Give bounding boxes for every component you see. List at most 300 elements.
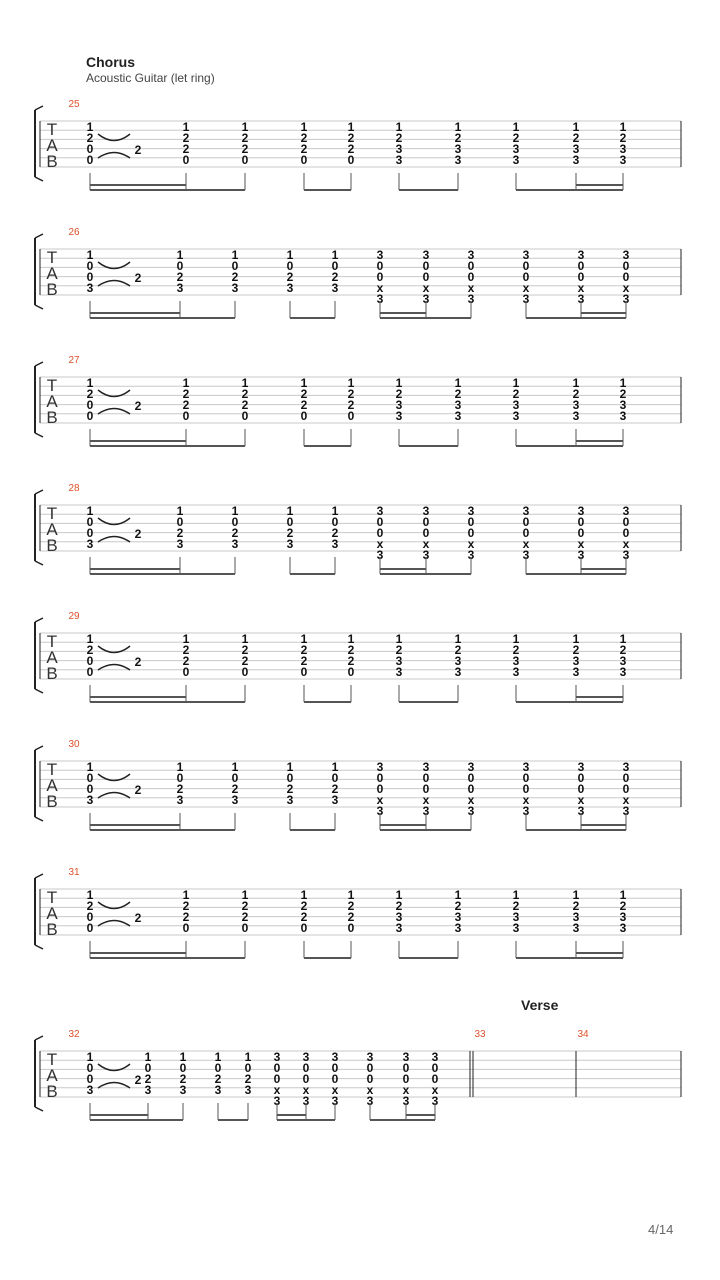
fret-number: 2: [86, 899, 94, 913]
fret-number: 2: [512, 643, 520, 657]
fret-number: 0: [376, 782, 384, 796]
fret-number: x: [522, 281, 530, 295]
fret-number: 2: [395, 387, 403, 401]
fret-number: 2: [454, 899, 462, 913]
fret-number: 3: [395, 654, 403, 668]
fret-number: 0: [86, 921, 94, 935]
fret-number: 1: [182, 376, 190, 390]
fret-number: 0: [179, 1061, 187, 1075]
fret-number: 0: [347, 665, 355, 679]
fret-number: 2: [144, 1072, 152, 1086]
fret-number: 0: [286, 515, 294, 529]
fret-number: x: [402, 1083, 410, 1097]
fret-number: 3: [179, 1083, 187, 1097]
slur-arc: [98, 921, 130, 927]
fret-number: 0: [622, 771, 630, 785]
fret-number: 1: [572, 632, 580, 646]
fret-number: 0: [86, 398, 94, 412]
fret-number: 3: [86, 537, 94, 551]
bracket-top: [35, 746, 43, 750]
fret-number: 0: [86, 665, 94, 679]
fret-number: 3: [622, 548, 630, 562]
fret-number: 1: [144, 1050, 152, 1064]
tab-clef-t: T: [46, 1050, 58, 1069]
fret-number: 0: [522, 515, 530, 529]
fret-number: 3: [454, 409, 462, 423]
fret-number: 0: [622, 526, 630, 540]
fret-number: 2: [241, 398, 249, 412]
fret-number: 1: [331, 248, 339, 262]
bracket-bottom: [35, 689, 43, 693]
fret-number: 0: [86, 771, 94, 785]
fret-number: 2: [395, 131, 403, 145]
instrument-label: Acoustic Guitar (let ring): [86, 71, 215, 85]
fret-number: 1: [331, 504, 339, 518]
fret-number: 2: [619, 643, 627, 657]
fret-number: 0: [422, 526, 430, 540]
slide-target-note: 2: [134, 143, 142, 157]
fret-number: x: [331, 1083, 339, 1097]
fret-number: 0: [522, 782, 530, 796]
bracket-top: [35, 106, 43, 110]
fret-number: x: [577, 281, 585, 295]
fret-number: 3: [376, 760, 384, 774]
fret-number: 2: [347, 910, 355, 924]
fret-number: x: [422, 537, 430, 551]
fret-number: 0: [86, 515, 94, 529]
fret-number: 2: [331, 782, 339, 796]
measure-number: 33: [474, 1029, 486, 1040]
bracket-top: [35, 234, 43, 238]
fret-number: 0: [522, 259, 530, 273]
fret-number: 1: [572, 888, 580, 902]
fret-number: 3: [422, 548, 430, 562]
fret-number: x: [302, 1083, 310, 1097]
measure-number: 27: [68, 355, 80, 366]
fret-number: 3: [454, 921, 462, 935]
fret-number: 0: [231, 515, 239, 529]
fret-number: x: [577, 793, 585, 807]
slur-arc: [98, 537, 130, 543]
fret-number: 0: [331, 771, 339, 785]
fret-number: 3: [86, 281, 94, 295]
fret-number: 3: [522, 760, 530, 774]
fret-number: 0: [176, 771, 184, 785]
fret-number: x: [622, 793, 630, 807]
fret-number: 3: [577, 760, 585, 774]
bracket-bottom: [35, 305, 43, 309]
fret-number: 2: [347, 654, 355, 668]
fret-number: 1: [182, 632, 190, 646]
fret-number: 0: [86, 654, 94, 668]
fret-number: 3: [422, 292, 430, 306]
fret-number: 3: [572, 910, 580, 924]
fret-number: 2: [300, 387, 308, 401]
fret-number: 2: [572, 899, 580, 913]
fret-number: 2: [286, 782, 294, 796]
slide-target-note: 2: [134, 271, 142, 285]
tab-clef-b: B: [46, 536, 58, 555]
fret-number: 3: [395, 910, 403, 924]
fret-number: 0: [622, 259, 630, 273]
fret-number: 3: [431, 1050, 439, 1064]
fret-number: 0: [86, 259, 94, 273]
tab-clef-t: T: [46, 248, 58, 267]
fret-number: 3: [577, 292, 585, 306]
tab-clef-b: B: [46, 280, 58, 299]
fret-number: 0: [366, 1061, 374, 1075]
fret-number: 0: [331, 1072, 339, 1086]
fret-number: 2: [176, 782, 184, 796]
fret-number: 1: [300, 632, 308, 646]
measure-number: 30: [68, 739, 80, 750]
fret-number: 3: [454, 142, 462, 156]
fret-number: 3: [395, 921, 403, 935]
fret-number: 2: [182, 654, 190, 668]
fret-number: 2: [300, 131, 308, 145]
fret-number: 1: [619, 376, 627, 390]
fret-number: 3: [376, 548, 384, 562]
fret-number: 3: [577, 248, 585, 262]
fret-number: 1: [244, 1050, 252, 1064]
fret-number: 2: [182, 910, 190, 924]
fret-number: 0: [302, 1072, 310, 1086]
fret-number: x: [467, 281, 475, 295]
fret-number: 0: [331, 259, 339, 273]
fret-number: 3: [395, 398, 403, 412]
fret-number: 3: [395, 409, 403, 423]
fret-number: 1: [454, 888, 462, 902]
fret-number: 0: [376, 259, 384, 273]
fret-number: 0: [86, 153, 94, 167]
slide-target-note: 2: [134, 783, 142, 797]
tab-clef-a: A: [46, 520, 58, 539]
fret-number: 2: [619, 131, 627, 145]
fret-number: 3: [512, 142, 520, 156]
fret-number: 3: [231, 537, 239, 551]
fret-number: 3: [454, 654, 462, 668]
fret-number: 2: [347, 387, 355, 401]
fret-number: x: [522, 537, 530, 551]
fret-number: x: [422, 281, 430, 295]
fret-number: 0: [144, 1061, 152, 1075]
fret-number: 3: [619, 409, 627, 423]
measure-number: 31: [68, 867, 80, 878]
fret-number: 0: [244, 1061, 252, 1075]
fret-number: 3: [467, 548, 475, 562]
fret-number: 1: [512, 632, 520, 646]
fret-number: 1: [214, 1050, 222, 1064]
fret-number: 3: [366, 1050, 374, 1064]
fret-number: 3: [619, 654, 627, 668]
fret-number: 1: [286, 504, 294, 518]
fret-number: x: [622, 281, 630, 295]
fret-number: 2: [182, 142, 190, 156]
slur-arc: [98, 1083, 130, 1089]
fret-number: 0: [331, 515, 339, 529]
fret-number: 1: [619, 120, 627, 134]
fret-number: 2: [512, 131, 520, 145]
fret-number: 3: [454, 398, 462, 412]
fret-number: 3: [467, 804, 475, 818]
fret-number: 0: [182, 921, 190, 935]
fret-number: 1: [300, 888, 308, 902]
bracket-bottom: [35, 561, 43, 565]
tab-clef-t: T: [46, 888, 58, 907]
fret-number: 3: [376, 504, 384, 518]
fret-number: 1: [182, 888, 190, 902]
fret-number: 0: [241, 665, 249, 679]
fret-number: 0: [402, 1072, 410, 1086]
fret-number: 0: [86, 409, 94, 423]
tab-clef-t: T: [46, 120, 58, 139]
fret-number: 0: [622, 270, 630, 284]
fret-number: 3: [286, 537, 294, 551]
fret-number: 3: [176, 281, 184, 295]
fret-number: 1: [300, 120, 308, 134]
fret-number: 1: [241, 888, 249, 902]
fret-number: 3: [331, 1050, 339, 1064]
fret-number: 0: [467, 270, 475, 284]
fret-number: 3: [512, 409, 520, 423]
fret-number: 0: [241, 921, 249, 935]
fret-number: x: [431, 1083, 439, 1097]
fret-number: 1: [572, 376, 580, 390]
fret-number: 3: [512, 398, 520, 412]
bracket-bottom: [35, 177, 43, 181]
fret-number: 1: [395, 376, 403, 390]
fret-number: 3: [512, 665, 520, 679]
fret-number: 3: [512, 153, 520, 167]
fret-number: 3: [522, 548, 530, 562]
fret-number: 2: [347, 899, 355, 913]
fret-number: 3: [577, 504, 585, 518]
fret-number: 2: [231, 526, 239, 540]
fret-number: 0: [522, 526, 530, 540]
fret-number: 0: [86, 142, 94, 156]
fret-number: 1: [347, 120, 355, 134]
fret-number: 3: [331, 1094, 339, 1108]
fret-number: 2: [214, 1072, 222, 1086]
fret-number: 2: [179, 1072, 187, 1086]
fret-number: 0: [214, 1061, 222, 1075]
fret-number: 2: [182, 643, 190, 657]
section-heading: Chorus: [86, 54, 135, 70]
fret-number: 2: [454, 131, 462, 145]
fret-number: 3: [467, 760, 475, 774]
fret-number: 2: [300, 899, 308, 913]
fret-number: 2: [619, 899, 627, 913]
fret-number: 3: [622, 760, 630, 774]
fret-number: 2: [231, 782, 239, 796]
fret-number: 2: [244, 1072, 252, 1086]
fret-number: 0: [422, 782, 430, 796]
fret-number: 2: [619, 387, 627, 401]
fret-number: 0: [376, 771, 384, 785]
fret-number: 0: [241, 153, 249, 167]
fret-number: 3: [512, 921, 520, 935]
bracket-bottom: [35, 433, 43, 437]
slide-target-note: 2: [134, 527, 142, 541]
fret-number: 3: [577, 804, 585, 818]
fret-number: 3: [572, 398, 580, 412]
tab-clef-a: A: [46, 776, 58, 795]
fret-number: 0: [402, 1061, 410, 1075]
fret-number: 2: [572, 387, 580, 401]
fret-number: 1: [176, 248, 184, 262]
fret-number: 3: [366, 1094, 374, 1108]
fret-number: 2: [86, 643, 94, 657]
fret-number: 2: [86, 131, 94, 145]
fret-number: 0: [300, 665, 308, 679]
fret-number: 3: [572, 153, 580, 167]
fret-number: 3: [622, 292, 630, 306]
fret-number: 0: [366, 1072, 374, 1086]
fret-number: 2: [286, 526, 294, 540]
bracket-top: [35, 1036, 43, 1040]
tab-clef-a: A: [46, 648, 58, 667]
fret-number: 0: [86, 1061, 94, 1075]
fret-number: 2: [176, 526, 184, 540]
fret-number: 2: [241, 910, 249, 924]
fret-number: 3: [395, 153, 403, 167]
fret-number: 0: [422, 270, 430, 284]
fret-number: 3: [572, 654, 580, 668]
fret-number: 2: [182, 387, 190, 401]
fret-number: 3: [144, 1083, 152, 1097]
measure-number: 29: [68, 611, 80, 622]
fret-number: 1: [86, 248, 94, 262]
fret-number: 3: [467, 248, 475, 262]
fret-number: 2: [454, 643, 462, 657]
fret-number: x: [422, 793, 430, 807]
fret-number: 2: [454, 387, 462, 401]
fret-number: 0: [302, 1061, 310, 1075]
fret-number: 3: [619, 142, 627, 156]
fret-number: 0: [431, 1061, 439, 1075]
fret-number: x: [376, 537, 384, 551]
fret-number: 0: [231, 259, 239, 273]
fret-number: 3: [454, 153, 462, 167]
slur-arc: [98, 281, 130, 287]
fret-number: 0: [331, 1061, 339, 1075]
slide-target-note: 2: [134, 399, 142, 413]
fret-number: 1: [231, 760, 239, 774]
fret-number: 3: [619, 665, 627, 679]
fret-number: x: [522, 793, 530, 807]
bracket-top: [35, 874, 43, 878]
fret-number: 3: [395, 665, 403, 679]
fret-number: 1: [286, 760, 294, 774]
fret-number: 3: [376, 804, 384, 818]
fret-number: 0: [376, 515, 384, 529]
fret-number: 0: [577, 526, 585, 540]
fret-number: 2: [176, 270, 184, 284]
fret-number: 3: [522, 248, 530, 262]
tab-clef-b: B: [46, 664, 58, 683]
fret-number: 1: [86, 632, 94, 646]
fret-number: 0: [577, 270, 585, 284]
fret-number: 1: [86, 760, 94, 774]
fret-number: 3: [619, 153, 627, 167]
measure-number: 34: [577, 1029, 589, 1040]
fret-number: 0: [622, 782, 630, 796]
fret-number: 1: [241, 120, 249, 134]
fret-number: 0: [467, 782, 475, 796]
fret-number: 0: [376, 270, 384, 284]
fret-number: 2: [300, 142, 308, 156]
fret-number: 3: [622, 248, 630, 262]
fret-number: x: [366, 1083, 374, 1097]
bracket-bottom: [35, 1107, 43, 1111]
fret-number: 0: [347, 409, 355, 423]
fret-number: 3: [331, 281, 339, 295]
fret-number: 3: [622, 504, 630, 518]
fret-number: 3: [176, 793, 184, 807]
fret-number: 2: [512, 387, 520, 401]
fret-number: 0: [300, 153, 308, 167]
fret-number: 0: [376, 526, 384, 540]
fret-number: 3: [286, 793, 294, 807]
fret-number: 1: [331, 760, 339, 774]
tab-clef-b: B: [46, 408, 58, 427]
fret-number: 3: [176, 537, 184, 551]
fret-number: 1: [572, 120, 580, 134]
tab-clef-t: T: [46, 376, 58, 395]
fret-number: 3: [572, 921, 580, 935]
fret-number: 1: [619, 632, 627, 646]
fret-number: 2: [182, 398, 190, 412]
fret-number: 1: [454, 376, 462, 390]
fret-number: 0: [347, 153, 355, 167]
fret-number: 1: [231, 248, 239, 262]
fret-number: 1: [241, 632, 249, 646]
fret-number: 3: [619, 398, 627, 412]
fret-number: 0: [241, 409, 249, 423]
fret-number: 3: [86, 1083, 94, 1097]
fret-number: 3: [522, 292, 530, 306]
fret-number: 1: [241, 376, 249, 390]
fret-number: 3: [402, 1050, 410, 1064]
fret-number: 3: [376, 292, 384, 306]
fret-number: 0: [300, 409, 308, 423]
fret-number: 0: [347, 921, 355, 935]
fret-number: 2: [347, 142, 355, 156]
fret-number: 3: [422, 804, 430, 818]
fret-number: 0: [182, 153, 190, 167]
fret-number: 3: [395, 142, 403, 156]
fret-number: 1: [512, 120, 520, 134]
fret-number: x: [467, 537, 475, 551]
fret-number: 0: [522, 771, 530, 785]
fret-number: 2: [86, 387, 94, 401]
fret-number: 0: [422, 771, 430, 785]
fret-number: 2: [241, 142, 249, 156]
fret-number: 0: [86, 910, 94, 924]
fret-number: 1: [231, 504, 239, 518]
fret-number: 0: [273, 1061, 281, 1075]
fret-number: 0: [422, 259, 430, 273]
fret-number: 0: [182, 665, 190, 679]
fret-number: 3: [454, 665, 462, 679]
page-number: 4/14: [648, 1222, 674, 1237]
fret-number: 1: [176, 504, 184, 518]
fret-number: 3: [331, 537, 339, 551]
bracket-bottom: [35, 817, 43, 821]
fret-number: 3: [302, 1094, 310, 1108]
fret-number: x: [273, 1083, 281, 1097]
fret-number: 0: [86, 782, 94, 796]
